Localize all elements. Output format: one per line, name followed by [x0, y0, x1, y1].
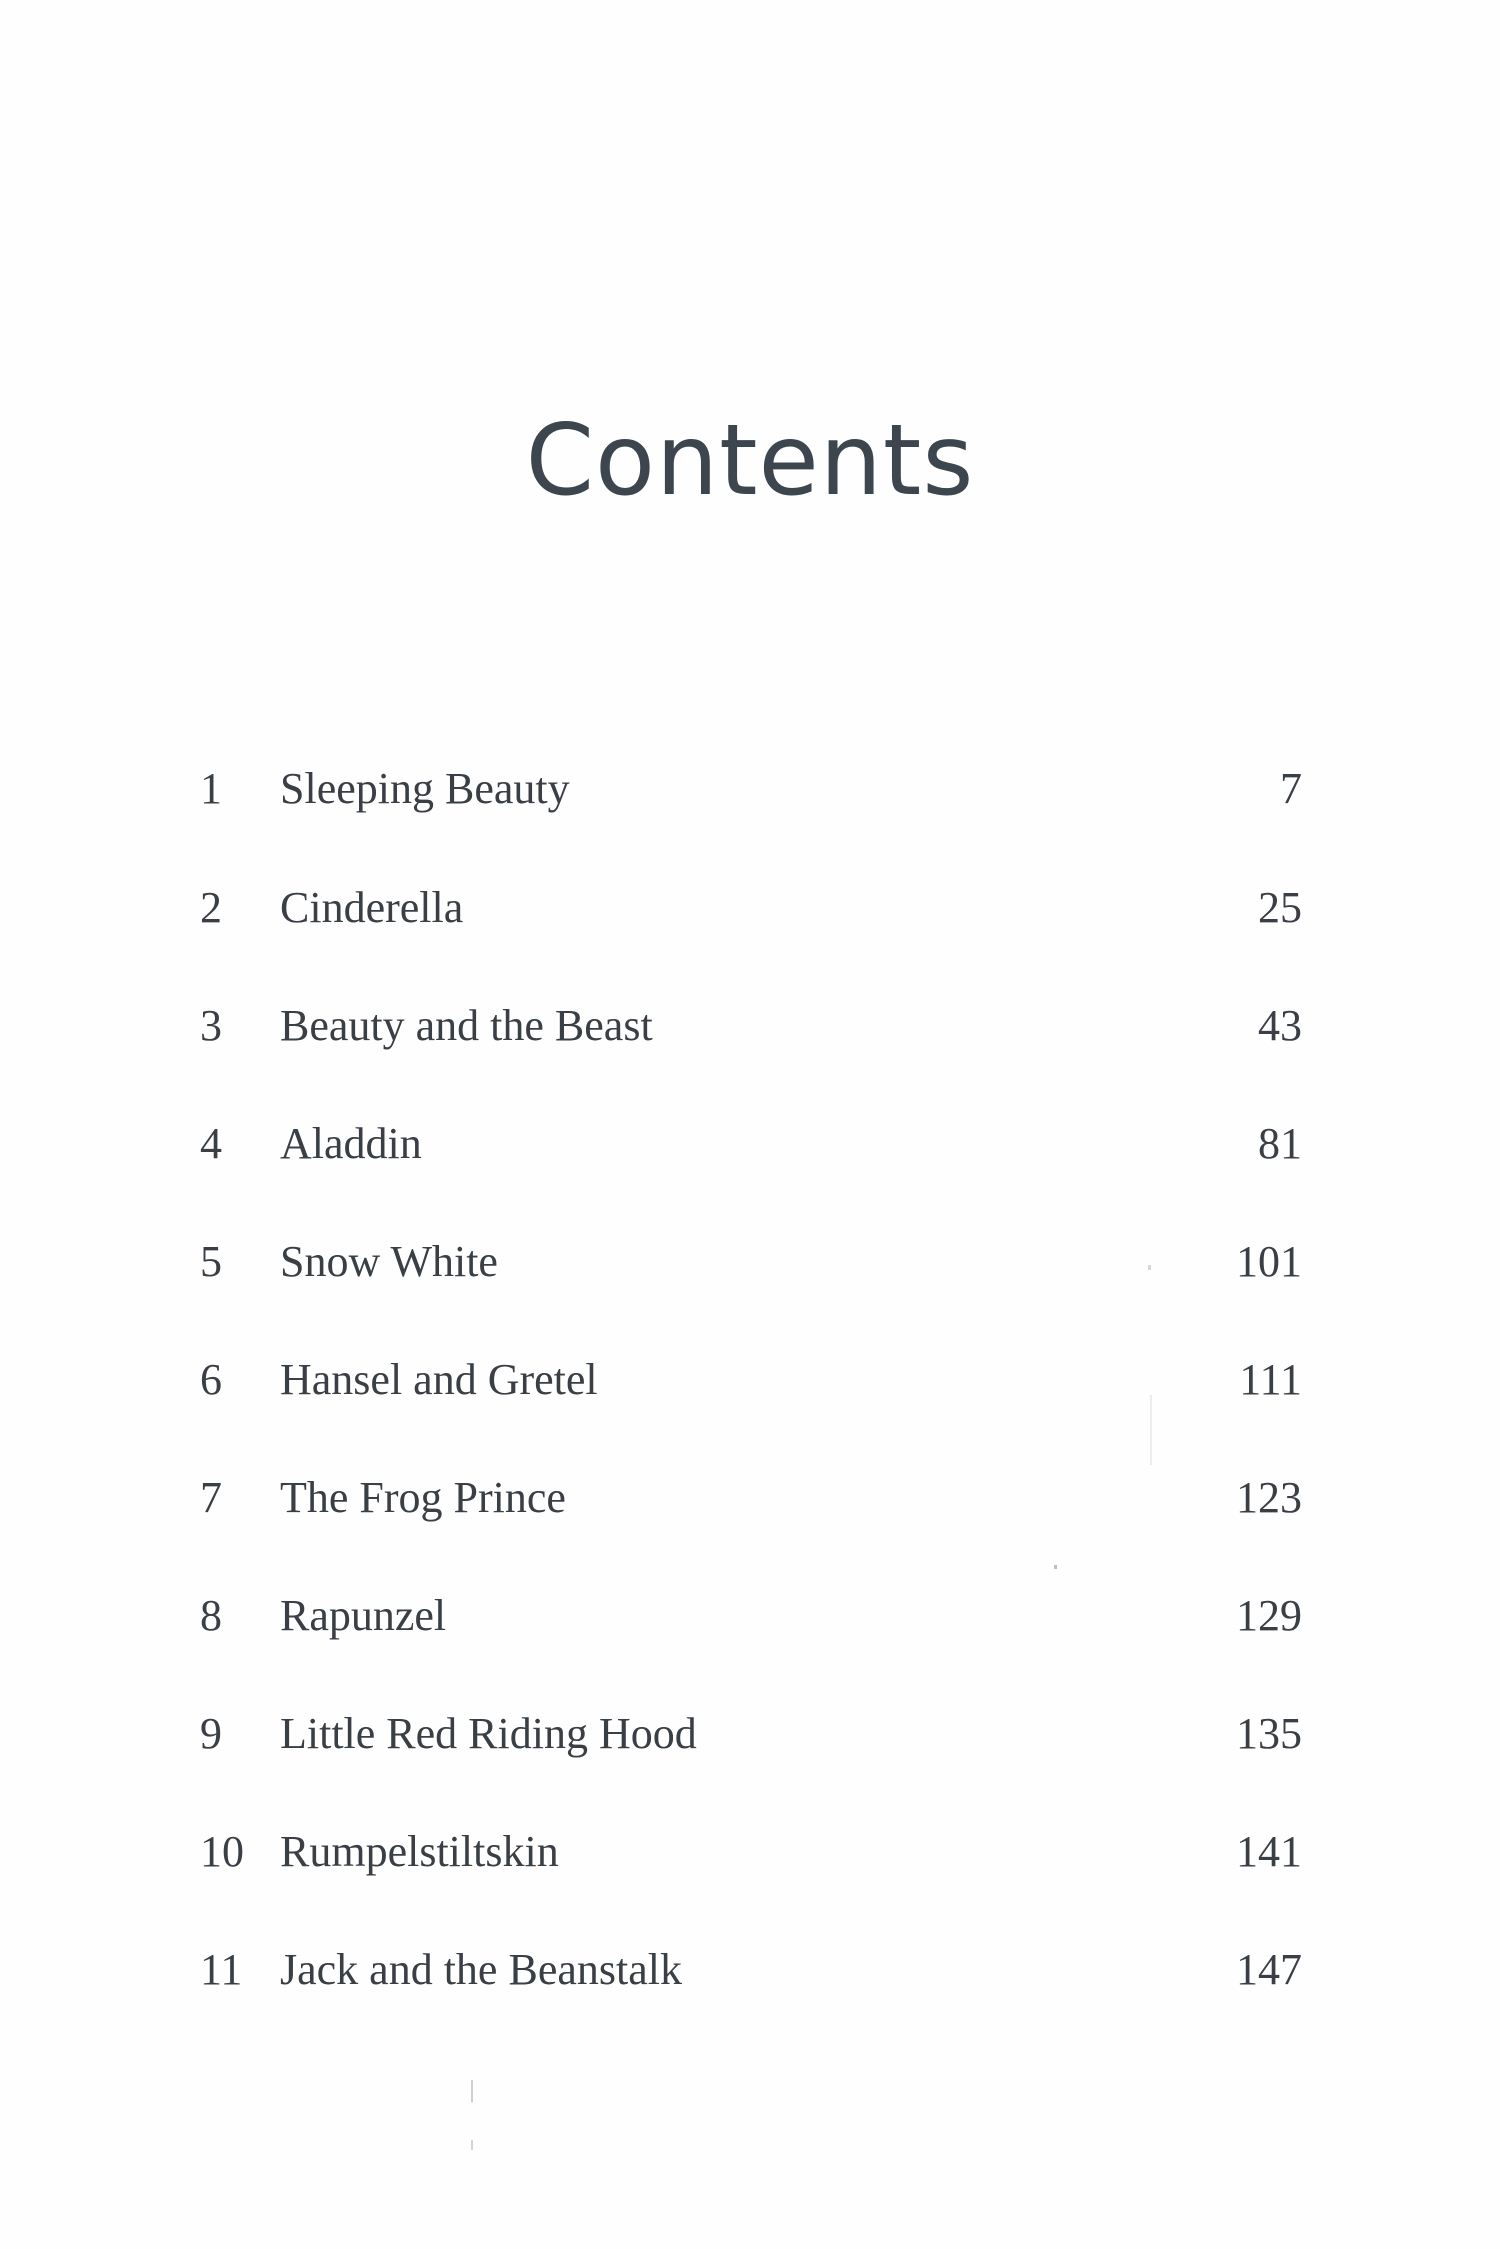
page-number: 129 [1236, 1591, 1302, 1640]
page-number: 7 [1280, 764, 1302, 813]
toc-entry [0, 1930, 1500, 2010]
toc-entry [0, 986, 1500, 1066]
chapter-number: 7 [200, 1473, 222, 1522]
toc-entry [0, 749, 1500, 829]
chapter-title: Sleeping Beauty [280, 764, 570, 813]
chapter-title: Snow White [280, 1237, 498, 1286]
scan-speck [1054, 1565, 1057, 1569]
page-number: 111 [1239, 1355, 1302, 1404]
chapter-number: 3 [200, 1001, 222, 1050]
chapter-title: Jack and the Beanstalk [280, 1945, 682, 1994]
toc-entry [0, 868, 1500, 948]
scan-speck [1150, 1395, 1152, 1465]
page-number: 147 [1236, 1945, 1302, 1994]
page-number: 123 [1236, 1473, 1302, 1522]
chapter-title: Aladdin [280, 1119, 422, 1168]
page-number: 43 [1258, 1001, 1302, 1050]
page-number: 81 [1258, 1119, 1302, 1168]
toc-entry [0, 1694, 1500, 1774]
chapter-number: 5 [200, 1237, 222, 1286]
chapter-number: 1 [200, 764, 222, 813]
page-number: 135 [1236, 1709, 1302, 1758]
toc-entry [0, 1576, 1500, 1656]
scan-speck [1148, 1265, 1151, 1270]
chapter-title: Cinderella [280, 883, 464, 932]
chapter-number: 2 [200, 883, 222, 932]
toc-entry [0, 1812, 1500, 1892]
chapter-title: Beauty and the Beast [280, 1001, 653, 1050]
chapter-number: 10 [200, 1827, 244, 1876]
contents-heading: Contents [525, 404, 975, 518]
chapter-number: 11 [200, 1945, 243, 1994]
chapter-title: Little Red Riding Hood [280, 1709, 697, 1758]
toc-entry [0, 1340, 1500, 1420]
page-number: 141 [1236, 1827, 1302, 1876]
chapter-title: Hansel and Gretel [280, 1355, 598, 1404]
toc-entry [0, 1458, 1500, 1538]
chapter-number: 6 [200, 1355, 222, 1404]
page-number: 25 [1258, 883, 1302, 932]
chapter-number: 4 [200, 1119, 222, 1168]
page-number: 101 [1236, 1237, 1302, 1286]
chapter-title: Rumpelstiltskin [280, 1827, 559, 1876]
scan-speck [471, 2080, 473, 2102]
toc-entry [0, 1104, 1500, 1184]
toc-entry [0, 1222, 1500, 1302]
chapter-number: 9 [200, 1709, 222, 1758]
chapter-title: Rapunzel [280, 1591, 447, 1640]
chapter-number: 8 [200, 1591, 222, 1640]
scan-speck [471, 2140, 473, 2150]
chapter-title: The Frog Prince [280, 1473, 566, 1522]
